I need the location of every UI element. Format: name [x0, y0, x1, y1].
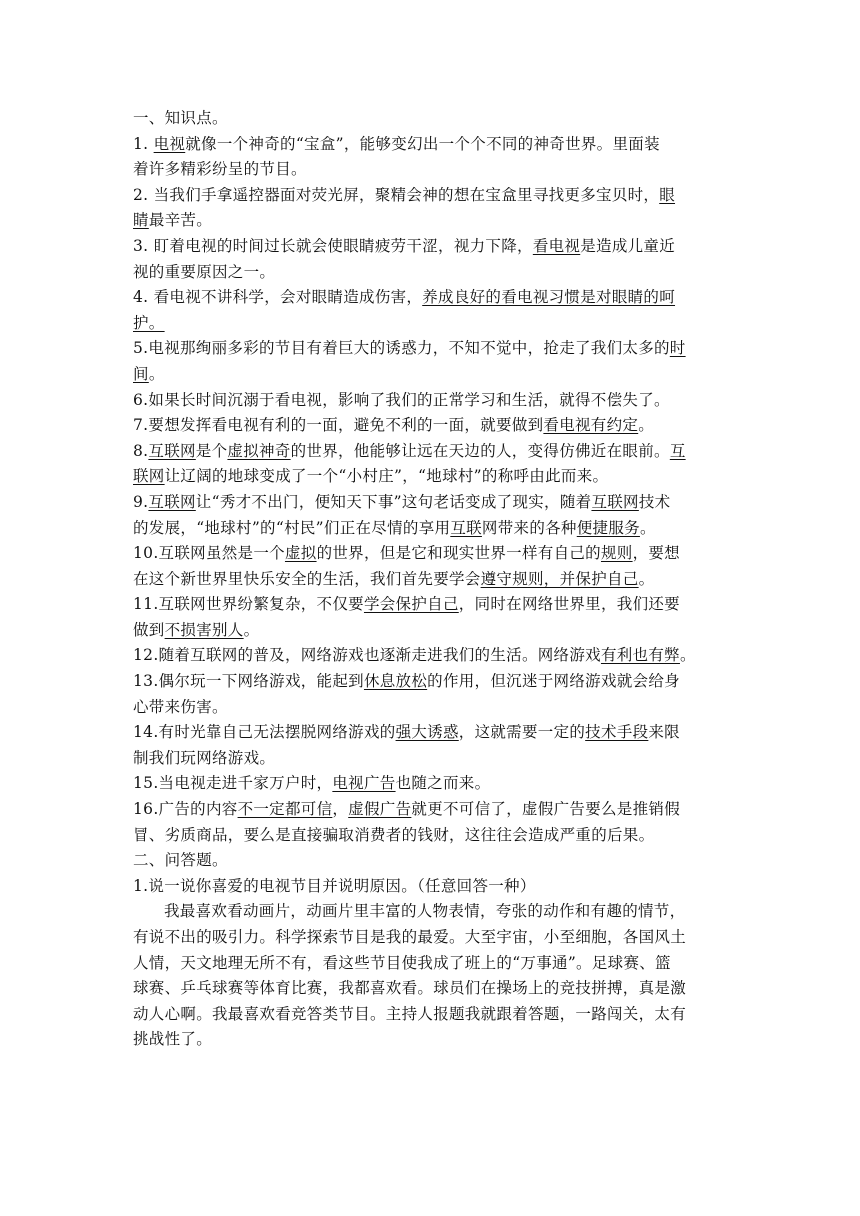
- text-segment: 就更不可信了，虚假广告要么是推销假: [411, 800, 680, 819]
- text-line: [133, 771, 733, 797]
- document-page: [133, 106, 733, 1053]
- text-line: [133, 490, 733, 516]
- text-segment: 的世界，但是它和现实世界一样有自己的: [316, 544, 601, 563]
- text-line: [133, 797, 733, 823]
- text-segment: 是个: [195, 441, 228, 460]
- text-segment: 10.互联网虽然是一个: [133, 544, 285, 563]
- text-segment: 。: [638, 569, 655, 588]
- underlined-key-phrase: 技术手段: [585, 723, 649, 742]
- text-segment: ，同时在网络世界里，我们还要: [458, 595, 680, 614]
- text-line: [133, 618, 733, 644]
- text-segment: 在这个新世界里快乐安全的生活，我们首先要学会: [133, 569, 481, 588]
- text-line: [133, 951, 733, 977]
- text-segment: 心带来伤害。: [133, 697, 228, 716]
- text-segment: 12.随着互联网的普及，网络游戏也逐渐走进我们的生活。网络游戏: [133, 646, 601, 665]
- text-line: [133, 183, 733, 209]
- text-segment: 的作用，但沉迷于网络游戏就会给身: [427, 672, 680, 691]
- text-segment: 的发展，“地球村”的“村民”们正在尽情的享用: [133, 518, 451, 537]
- text-line: [133, 208, 733, 234]
- text-segment: 2. 当我们手拿遥控器面对荧光屏，聚精会神的想在宝盒里寻找更多宝贝时，: [133, 185, 660, 204]
- text-segment: 9.: [133, 492, 149, 511]
- text-line: [133, 260, 733, 286]
- text-segment: 让“秀才不出门，便知天下事”这句老话变成了现实，随着: [195, 492, 592, 511]
- underlined-key-phrase: 互联网: [148, 492, 196, 511]
- text-segment: 最辛苦。: [148, 211, 213, 230]
- underlined-key-phrase: 睛: [133, 211, 149, 230]
- text-segment: 7.要想发挥看电视有利的一面，避免不利的一面，就要做到: [133, 416, 544, 435]
- text-line: [133, 643, 733, 669]
- underlined-key-phrase: 养成良好的看电视习惯是对眼睛的呵: [422, 288, 676, 307]
- text-segment: 着许多精彩纷呈的节目。: [133, 160, 307, 179]
- underlined-key-phrase: 间: [133, 364, 149, 383]
- text-segment: 技术: [638, 492, 671, 511]
- text-line: [133, 516, 733, 542]
- text-segment: ，: [332, 800, 349, 819]
- text-segment: 一、知识点。: [133, 109, 228, 127]
- text-segment: 1.说一说你喜爱的电视节目并说明原因。（任意回答一种）: [133, 876, 536, 895]
- text-line: [133, 336, 733, 362]
- underlined-key-phrase: 互: [669, 441, 686, 460]
- text-line: [133, 362, 733, 388]
- text-segment: 。: [679, 646, 696, 665]
- underlined-key-phrase: 虚假广告: [348, 800, 412, 819]
- text-segment: 8.: [133, 441, 149, 460]
- text-segment: 人情，天文地理无所不有，看这些节目使我成了班上的“万事通”。足球赛、篮: [133, 953, 671, 972]
- text-line: [133, 848, 733, 874]
- underlined-key-phrase: 不一定都可信: [237, 800, 333, 819]
- text-segment: 。: [639, 518, 656, 537]
- underlined-key-phrase: 规则: [600, 544, 633, 563]
- text-segment: 13.偶尔玩一下网络游戏，能起到: [133, 672, 364, 691]
- underlined-key-phrase: 休息放松: [363, 672, 428, 691]
- text-line: [133, 285, 733, 311]
- text-line: [133, 388, 733, 414]
- underlined-key-phrase: 不损害别人: [164, 620, 244, 639]
- underlined-key-phrase: 强大诱惑: [395, 723, 459, 742]
- text-segment: 二、问答题。: [133, 851, 228, 870]
- text-segment: 16.广告的内容: [133, 800, 238, 819]
- underlined-key-phrase: 看电视有约定: [543, 416, 639, 435]
- underlined-key-phrase: 联网: [133, 467, 165, 486]
- text-segment: 让辽阔的地球变成了一个“小村庄”，“地球村”的称呼由此而来。: [164, 467, 609, 486]
- text-line: [133, 746, 733, 772]
- text-segment: 。: [243, 620, 260, 639]
- text-segment: ，这就需要一定的: [458, 723, 586, 742]
- underlined-key-phrase: 看电视: [532, 236, 581, 255]
- text-line: [133, 1002, 733, 1028]
- text-line: [133, 695, 733, 721]
- text-line: [133, 157, 733, 183]
- underlined-key-phrase: 电视广告: [332, 774, 396, 793]
- text-segment: ，要想: [632, 544, 680, 563]
- text-line: [133, 132, 733, 158]
- text-segment: 制我们玩网络游戏。: [133, 748, 276, 767]
- text-line: [133, 720, 733, 746]
- text-line: [133, 311, 733, 337]
- text-line: [133, 669, 733, 695]
- text-line: [133, 413, 733, 439]
- underlined-key-phrase: 时: [669, 339, 686, 358]
- text-segment: 15.当电视走进千家万户时，: [133, 774, 333, 793]
- text-segment: 4. 看电视不讲科学，会对眼睛造成伤害，: [133, 288, 423, 307]
- text-segment: 是造成儿童近: [580, 236, 676, 255]
- text-line: [133, 976, 733, 1002]
- text-segment: 的世界，他能够让远在天边的人，变得仿佛近在眼前。: [290, 441, 670, 460]
- text-segment: 。: [638, 416, 655, 435]
- text-line: [133, 874, 733, 900]
- text-segment: 有说不出的吸引力。科学探索节目是我的最爱。大至宇宙，小至细胞，各国风土: [133, 928, 687, 946]
- text-segment: 做到: [133, 620, 165, 639]
- text-segment: 6.如果长时间沉溺于看电视，影响了我们的正常学习和生活，就得不偿失了。: [133, 390, 670, 409]
- text-segment: 我最喜欢看动画片，动画片里丰富的人物表情，夸张的动作和有趣的情节，: [164, 902, 686, 921]
- text-line: [133, 1027, 733, 1053]
- text-line: [133, 464, 733, 490]
- text-segment: 5.电视那绚丽多彩的节目有着巨大的诱惑力，不知不觉中，抢走了我们太多的: [133, 339, 670, 358]
- text-segment: 视的重要原因之一。: [133, 262, 276, 281]
- text-segment: 11.互联网世界纷繁复杂，不仅要: [133, 595, 364, 614]
- text-segment: 也随之而来。: [395, 774, 491, 793]
- text-line: [133, 823, 733, 849]
- text-segment: 球赛、乒乓球赛等体育比赛，我都喜欢看。球员们在操场上的竞技拼搏，真是激: [133, 979, 687, 998]
- text-line: [133, 439, 733, 465]
- text-segment: 网带来的各种: [481, 518, 577, 537]
- text-line: [133, 541, 733, 567]
- text-line: [133, 567, 733, 593]
- text-segment: 1.: [133, 134, 154, 153]
- underlined-key-phrase: 遵守规则，并保护自己: [480, 569, 639, 588]
- text-line: [133, 234, 733, 260]
- text-line: [133, 106, 733, 132]
- underlined-key-phrase: 互联: [450, 518, 482, 537]
- text-line: [133, 925, 733, 951]
- underlined-key-phrase: 互联网: [591, 492, 639, 511]
- underlined-key-phrase: 便捷服务: [576, 518, 640, 537]
- underlined-key-phrase: 有利也有弊: [600, 646, 680, 665]
- underlined-key-phrase: 互联网: [148, 441, 196, 460]
- text-segment: 14.有时光靠自己无法摆脱网络游戏的: [133, 723, 396, 742]
- text-segment: 动人心啊。我最喜欢看竞答类节目。主持人报题我就跟着答题，一路闯关，太有: [133, 1004, 687, 1023]
- underlined-key-phrase: 护。: [133, 313, 165, 332]
- text-segment: 3. 盯着电视的时间过长就会使眼睛疲劳干涩，视力下降，: [133, 236, 533, 255]
- underlined-key-phrase: 眼: [659, 185, 676, 204]
- text-segment: 挑战性了。: [133, 1030, 213, 1049]
- underlined-key-phrase: 电视: [153, 134, 186, 153]
- text-segment: 。: [148, 364, 165, 383]
- text-line: [133, 592, 733, 618]
- text-segment: 就像一个神奇的“宝盒”，能够变幻出一个个不同的神奇世界。里面装: [185, 134, 660, 153]
- text-segment: 来限: [648, 723, 680, 742]
- underlined-key-phrase: 虚拟神奇: [227, 441, 291, 460]
- text-segment: 冒、劣质商品，要么是直接骗取消费者的钱财，这往往会造成严重的后果。: [133, 825, 655, 844]
- text-line: [133, 899, 733, 925]
- underlined-key-phrase: 虚拟: [284, 544, 317, 563]
- underlined-key-phrase: 学会保护自己: [363, 595, 459, 614]
